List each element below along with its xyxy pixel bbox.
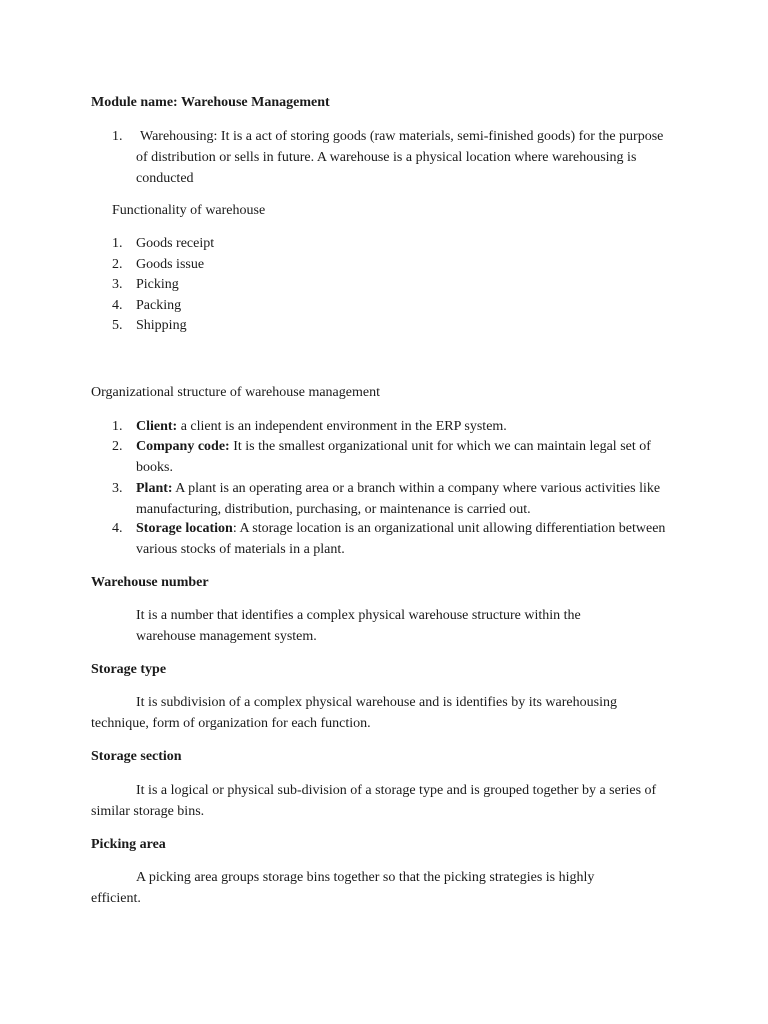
functionality-item-text: Goods receipt	[136, 236, 215, 251]
intro-item-body: It is a act of storing goods (raw materials, semi-finished goods) for the purpose of distribution or sells in future. A warehouse is a physical location where warehousing is conducted	[136, 129, 664, 186]
functionality-item-number: 3.	[112, 277, 123, 292]
section-text-picking-area: A picking area groups storage bins together so that the picking strategies is highly efficient.	[91, 870, 595, 906]
functionality-item-number: 4.	[112, 298, 123, 313]
intro-item-number: 1.	[112, 129, 123, 144]
section-text-storage-type: It is subdivision of a complex physical warehouse and is identifies by its warehousing technique, form of organization for each function.	[91, 695, 617, 731]
org-item-number: 3.	[112, 481, 123, 496]
section-heading-storage-section: Storage section	[91, 749, 182, 764]
org-item-text	[136, 436, 681, 478]
functionality-item-text: Shipping	[136, 318, 187, 333]
functionality-item-number: 2.	[112, 257, 123, 272]
org-item-body: : A storage location is an organizational unit allowing differentiation between various stocks of materials in a plant.	[136, 521, 666, 557]
org-item-body: A plant is an operating area or a branch within a company where various activities like manufacturing, distribution, purchasing, or maintenance is carried out.	[136, 481, 661, 517]
functionality-item-text: Goods issue	[136, 257, 205, 272]
functionality-heading: Functionality of warehouse	[112, 203, 266, 218]
org-item-label: Storage location	[136, 521, 233, 536]
module-title-label: Module name:	[91, 95, 178, 110]
intro-item-text	[136, 126, 676, 189]
functionality-item-text: Packing	[136, 298, 182, 313]
functionality-item-text: Picking	[136, 277, 179, 292]
org-item-body: a client is an independent environment in the ERP system.	[177, 419, 507, 434]
org-structure-heading: Organizational structure of warehouse management	[91, 385, 380, 400]
org-item-text	[136, 478, 681, 520]
module-title	[91, 92, 330, 113]
functionality-item-number: 1.	[112, 236, 123, 251]
section-heading-storage-type: Storage type	[91, 662, 167, 677]
section-text-warehouse-number: It is a number that identifies a complex physical warehouse structure within the warehouse management system.	[136, 608, 581, 644]
functionality-item-number: 5.	[112, 318, 123, 333]
org-item-number: 2.	[112, 439, 123, 454]
module-title-value: Warehouse Management	[180, 95, 330, 110]
org-item-text	[136, 518, 666, 560]
org-item-body: It is the smallest organizational unit for which we can maintain legal set of books.	[136, 439, 651, 475]
section-heading-picking-area: Picking area	[91, 837, 166, 852]
org-item-text	[136, 416, 696, 437]
org-item-number: 4.	[112, 521, 123, 536]
section-heading-warehouse-number: Warehouse number	[91, 575, 209, 590]
org-item-label: Client:	[136, 419, 178, 434]
org-item-label: Plant:	[136, 481, 173, 496]
org-item-number: 1.	[112, 419, 123, 434]
org-item-label: Company code:	[136, 439, 230, 454]
intro-item-label: Warehousing:	[140, 129, 218, 144]
section-text-storage-section: It is a logical or physical sub-division of a storage type and is grouped together by a series of similar storage bins.	[91, 783, 657, 819]
